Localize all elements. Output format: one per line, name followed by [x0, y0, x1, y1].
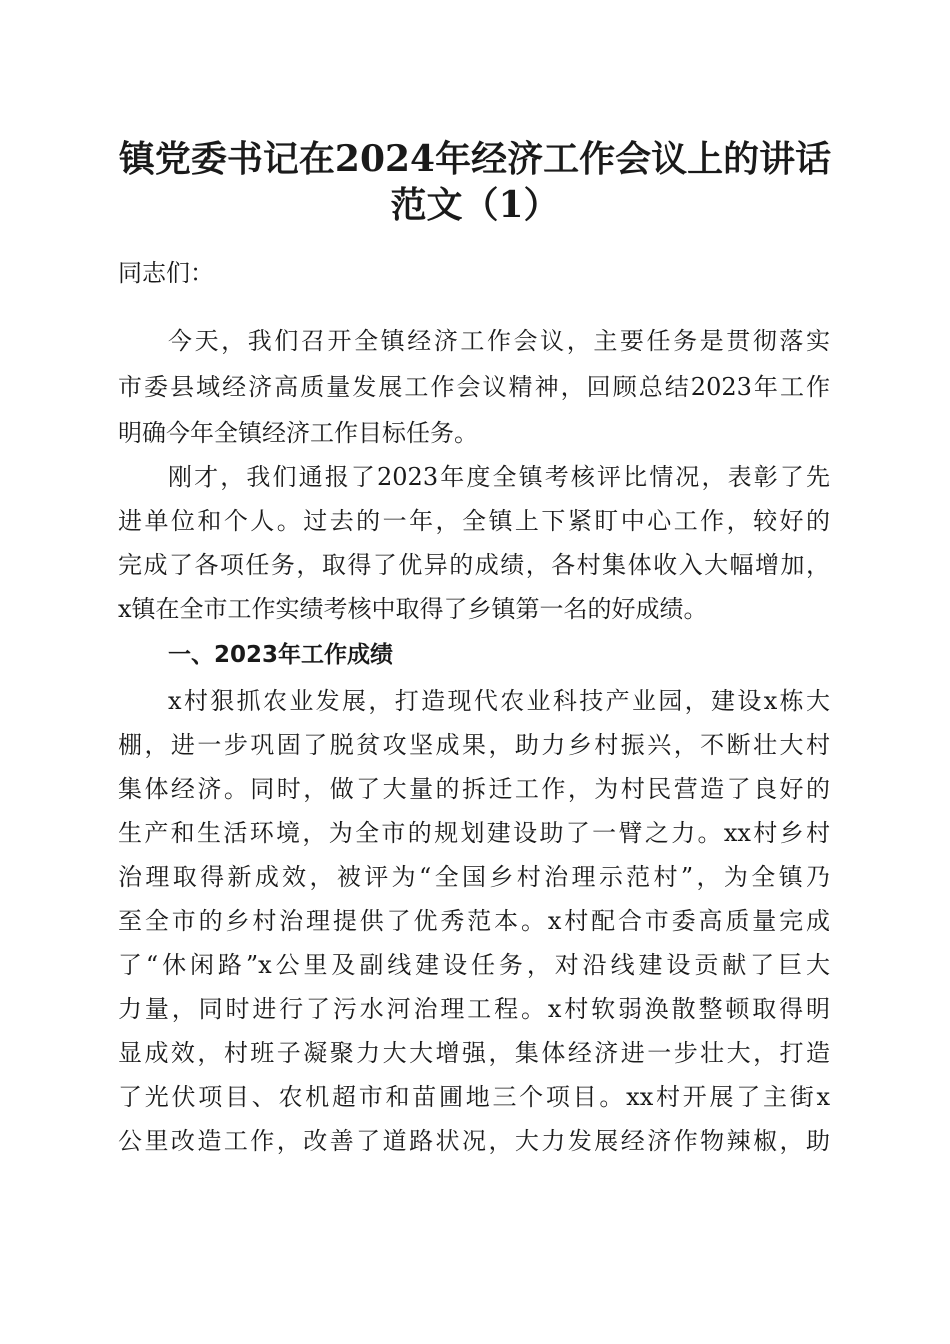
paragraph-3-line-10: 了光伏项目、农机超市和苗圃地三个项目。xx村开展了主街x [118, 1083, 830, 1111]
paragraph-1-line-1: 今天，我们召开全镇经济工作会议，主要任务是贯彻落实 [168, 327, 830, 355]
paragraph-3-line-1: x村狠抓农业发展，打造现代农业科技产业园，建设x栋大 [168, 687, 830, 715]
document-title-line-2: 范文（1） [390, 184, 560, 226]
paragraph-2-line-1: 刚才，我们通报了2023年度全镇考核评比情况，表彰了先 [168, 463, 830, 491]
paragraph-3-line-8: 力量，同时进行了污水河治理工程。x村软弱涣散整顿取得明 [118, 995, 830, 1023]
salutation: 同志们： [118, 259, 214, 287]
paragraph-3-line-5: 治理取得新成效，被评为“全国乡村治理示范村”，为全镇乃 [118, 863, 830, 891]
paragraph-1-line-2: 市委县域经济高质量发展工作会议精神，回顾总结2023年工作 [118, 373, 830, 401]
paragraph-3-line-11: 公里改造工作，改善了道路状况，大力发展经济作物辣椒，助 [118, 1127, 830, 1155]
paragraph-3-line-6: 至全市的乡村治理提供了优秀范本。x村配合市委高质量完成 [118, 907, 830, 935]
section-1-heading: 一、2023年工作成绩 [168, 642, 394, 668]
paragraph-3-line-2: 棚，进一步巩固了脱贫攻坚成果，助力乡村振兴，不断壮大村 [118, 731, 830, 759]
paragraph-3-line-3: 集体经济。同时，做了大量的拆迁工作，为村民营造了良好的 [118, 775, 830, 803]
paragraph-2-line-4: x镇在全市工作实绩考核中取得了乡镇第一名的好成绩。 [118, 595, 708, 623]
paragraph-1-line-3: 明确今年全镇经济工作目标任务。 [118, 419, 478, 447]
paragraph-3-line-7: 了“休闲路”x公里及副线建设任务，对沿线建设贡献了巨大 [118, 951, 830, 979]
paragraph-2-line-3: 完成了各项任务，取得了优异的成绩，各村集体收入大幅增加， [118, 551, 830, 579]
paragraph-3-line-9: 显成效，村班子凝聚力大大增强，集体经济进一步壮大，打造 [118, 1039, 830, 1067]
paragraph-2-line-2: 进单位和个人。过去的一年，全镇上下紧盯中心工作，较好的 [118, 507, 830, 535]
document-title-line-1: 镇党委书记在2024年经济工作会议上的讲话 [118, 138, 832, 180]
paragraph-3-line-4: 生产和生活环境，为全市的规划建设助了一臂之力。xx村乡村 [118, 819, 830, 847]
